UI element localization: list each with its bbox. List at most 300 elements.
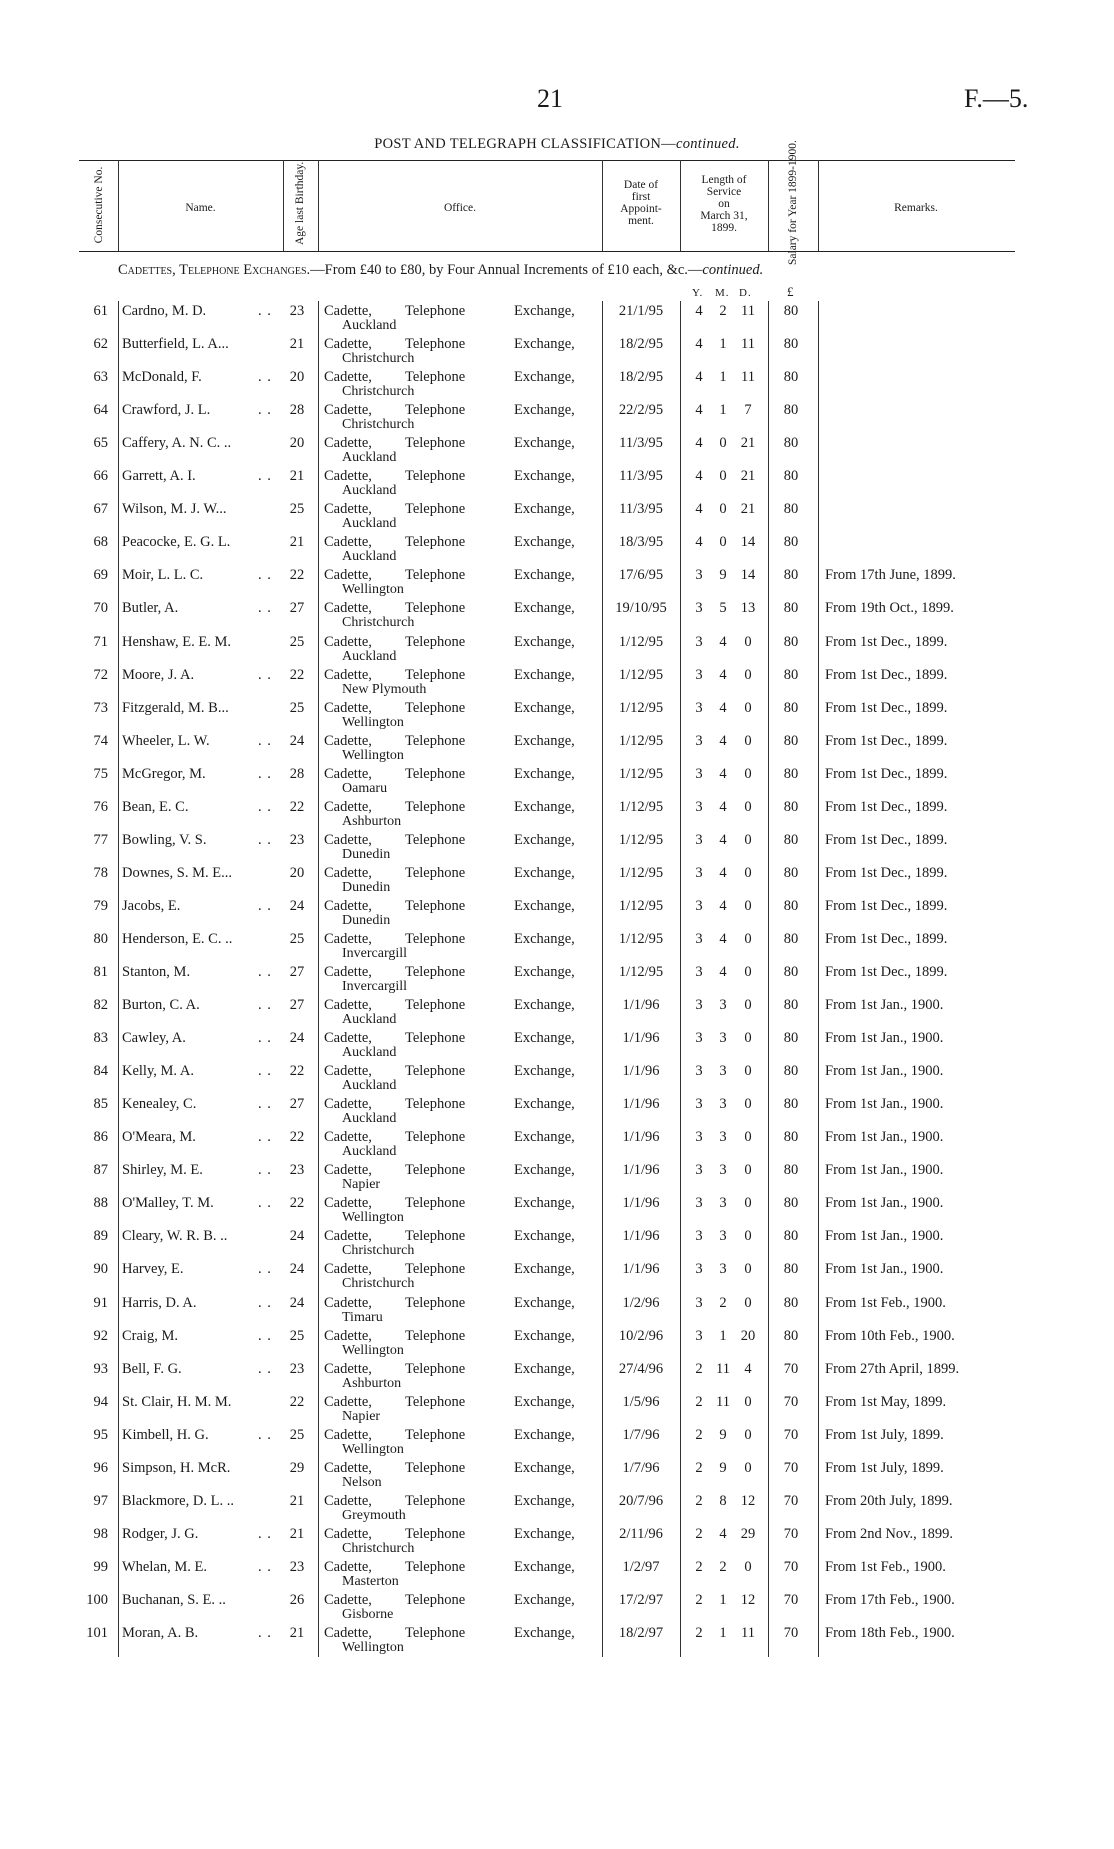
salary: 80 xyxy=(783,798,799,815)
employee-name: Cleary, W. R. B. .. xyxy=(122,1228,228,1245)
service-years: 3 xyxy=(695,1129,703,1146)
office-word: Exchange, xyxy=(514,1129,575,1146)
unit-months: M. xyxy=(715,287,730,299)
remarks: From 1st Dec., 1899. xyxy=(825,964,948,980)
service-months: 3 xyxy=(719,1195,727,1212)
office-word: Telephone xyxy=(405,501,466,518)
employee-name: Simpson, H. McR. xyxy=(122,1459,231,1476)
service-days: 21 xyxy=(740,435,756,452)
table-row xyxy=(0,1592,1114,1625)
leader-dots: . . xyxy=(258,303,272,319)
salary: 70 xyxy=(783,1591,799,1608)
row-number: 62 xyxy=(93,336,108,353)
remarks: From 1st Dec., 1899. xyxy=(825,897,948,914)
service-days: 0 xyxy=(744,1096,752,1113)
employee-name: Wilson, M. J. W... xyxy=(122,501,227,518)
office-word: Exchange, xyxy=(514,831,575,848)
office-location: Gisborne xyxy=(342,1606,394,1622)
office-word: Telephone xyxy=(405,1261,466,1278)
employee-name: Cardno, M. D. xyxy=(122,303,207,319)
office-word: Cadette, xyxy=(324,1625,372,1641)
remarks: From 1st Dec., 1899. xyxy=(825,732,948,749)
salary: 80 xyxy=(783,1261,799,1278)
office-word: Cadette, xyxy=(324,1261,372,1278)
table-row xyxy=(0,1129,1114,1162)
appointment-date: 1/1/96 xyxy=(622,1063,660,1080)
leader-dots: . . xyxy=(258,1195,272,1212)
service-years: 4 xyxy=(695,303,703,319)
office-location: Auckland xyxy=(342,516,397,532)
remarks: From 1st Jan., 1900. xyxy=(825,1195,944,1212)
office-word: Telephone xyxy=(405,1195,466,1212)
office-location: Wellington xyxy=(342,747,404,763)
section-heading xyxy=(118,262,763,279)
age: 23 xyxy=(289,1360,305,1377)
salary: 80 xyxy=(783,600,799,617)
remarks: From 1st Dec., 1899. xyxy=(825,930,948,947)
office-word: Telephone xyxy=(405,468,466,485)
office-word: Exchange, xyxy=(514,1195,575,1212)
service-years: 4 xyxy=(695,534,703,551)
leader-dots: . . xyxy=(258,1162,272,1179)
office-word: Cadette, xyxy=(324,1030,372,1047)
table-row xyxy=(0,1625,1114,1658)
office-location: Auckland xyxy=(342,648,397,664)
leader-dots: . . xyxy=(258,666,272,683)
service-months: 4 xyxy=(719,798,727,815)
office-location: Dunedin xyxy=(342,846,391,862)
office-word: Cadette, xyxy=(324,1459,372,1476)
office-word: Telephone xyxy=(405,1459,466,1476)
office-location: Wellington xyxy=(342,714,404,730)
office-word: Cadette, xyxy=(324,1063,372,1080)
office-word: Cadette, xyxy=(324,303,372,319)
header-date-line: Appoint- xyxy=(620,203,662,215)
service-years: 2 xyxy=(695,1426,703,1443)
table-row xyxy=(0,799,1114,832)
office-word: Exchange, xyxy=(514,1030,575,1047)
salary: 70 xyxy=(783,1459,799,1476)
service-days: 0 xyxy=(744,1030,752,1047)
service-months: 4 xyxy=(719,765,727,782)
office-word: Exchange, xyxy=(514,534,575,551)
table-row xyxy=(0,369,1114,402)
age: 21 xyxy=(289,1492,305,1509)
office-location: Wellington xyxy=(342,1640,404,1655)
service-days: 0 xyxy=(744,1228,752,1245)
table-row xyxy=(0,1295,1114,1328)
remarks: From 1st July, 1899. xyxy=(825,1459,944,1476)
service-days: 29 xyxy=(740,1525,756,1542)
employee-name: O'Meara, M. xyxy=(122,1129,196,1146)
office-word: Cadette, xyxy=(324,964,372,980)
service-years: 3 xyxy=(695,600,703,617)
header-age: Age last Birthday. xyxy=(294,161,306,245)
office-location: Christchurch xyxy=(342,351,415,367)
age: 22 xyxy=(289,1393,305,1410)
appointment-date: 1/7/96 xyxy=(622,1459,660,1476)
employee-name: Crawford, J. L. xyxy=(122,402,211,419)
age: 20 xyxy=(289,435,305,452)
table-row xyxy=(0,567,1114,600)
leader-dots: . . xyxy=(258,1625,272,1641)
office-word: Telephone xyxy=(405,534,466,551)
office-word: Telephone xyxy=(405,1426,466,1443)
table-row xyxy=(0,1261,1114,1294)
office-location: Timaru xyxy=(342,1309,383,1325)
employee-name: Kelly, M. A. xyxy=(122,1063,194,1080)
office-word: Cadette, xyxy=(324,468,372,485)
appointment-date: 1/2/97 xyxy=(622,1558,660,1575)
appointment-date: 1/12/95 xyxy=(618,732,664,749)
leader-dots: . . xyxy=(258,997,272,1014)
table-row xyxy=(0,964,1114,997)
service-days: 4 xyxy=(744,1360,752,1377)
office-location: Auckland xyxy=(342,450,397,466)
row-number: 93 xyxy=(93,1360,108,1377)
service-days: 0 xyxy=(744,1162,752,1179)
appointment-date: 1/12/95 xyxy=(618,798,664,815)
service-years: 2 xyxy=(695,1492,703,1509)
row-number: 94 xyxy=(93,1393,108,1410)
appointment-date: 17/6/95 xyxy=(618,567,664,584)
table-row xyxy=(0,1493,1114,1526)
office-word: Cadette, xyxy=(324,1360,372,1377)
office-word: Telephone xyxy=(405,402,466,419)
office-location: Auckland xyxy=(342,549,397,565)
service-days: 0 xyxy=(744,1558,752,1575)
office-word: Telephone xyxy=(405,930,466,947)
age: 24 xyxy=(289,1294,305,1311)
appointment-date: 1/7/96 xyxy=(622,1426,660,1443)
office-word: Cadette, xyxy=(324,831,372,848)
age: 25 xyxy=(289,699,305,716)
service-days: 14 xyxy=(740,534,756,551)
table-row xyxy=(0,634,1114,667)
office-word: Exchange, xyxy=(514,1096,575,1113)
office-word: Telephone xyxy=(405,831,466,848)
employee-name: Kimbell, H. G. xyxy=(122,1426,209,1443)
service-days: 0 xyxy=(744,633,752,650)
salary: 80 xyxy=(783,435,799,452)
table-row xyxy=(0,865,1114,898)
appointment-date: 1/12/95 xyxy=(618,666,664,683)
appointment-date: 1/2/96 xyxy=(622,1294,660,1311)
employee-name: Stanton, M. xyxy=(122,964,191,980)
service-days: 0 xyxy=(744,1195,752,1212)
office-location: Christchurch xyxy=(342,384,415,400)
salary: 80 xyxy=(783,765,799,782)
remarks: From 20th July, 1899. xyxy=(825,1492,953,1509)
remarks: From 1st Jan., 1900. xyxy=(825,1063,944,1080)
remarks: From 1st Dec., 1899. xyxy=(825,666,948,683)
row-number: 99 xyxy=(93,1558,108,1575)
service-years: 4 xyxy=(695,369,703,386)
age: 20 xyxy=(289,369,305,386)
appointment-date: 1/1/96 xyxy=(622,1228,660,1245)
row-number: 85 xyxy=(93,1096,108,1113)
age: 27 xyxy=(289,997,305,1014)
office-location: Auckland xyxy=(342,1012,397,1028)
office-word: Exchange, xyxy=(514,1492,575,1509)
service-days: 0 xyxy=(744,1294,752,1311)
office-word: Cadette, xyxy=(324,666,372,683)
header-date-line: Date of xyxy=(623,179,659,191)
remarks: From 1st Dec., 1899. xyxy=(825,798,948,815)
office-word: Telephone xyxy=(405,1228,466,1245)
employee-name: Shirley, M. E. xyxy=(122,1162,203,1179)
age: 23 xyxy=(289,303,305,319)
service-years: 3 xyxy=(695,1030,703,1047)
leader-dots: . . xyxy=(258,1129,272,1146)
office-word: Telephone xyxy=(405,1096,466,1113)
office-location: Greymouth xyxy=(342,1507,406,1523)
table-row xyxy=(0,336,1114,369)
office-word: Exchange, xyxy=(514,633,575,650)
salary: 80 xyxy=(783,501,799,518)
age: 24 xyxy=(289,897,305,914)
office-location: Wellington xyxy=(342,1342,404,1358)
row-number: 63 xyxy=(93,369,108,386)
office-word: Cadette, xyxy=(324,633,372,650)
age: 21 xyxy=(289,1525,305,1542)
service-days: 0 xyxy=(744,666,752,683)
office-location: Napier xyxy=(342,1177,381,1193)
row-number: 88 xyxy=(93,1195,108,1212)
office-location: Christchurch xyxy=(342,1540,415,1556)
employee-name: O'Malley, T. M. xyxy=(122,1195,214,1212)
office-location: Dunedin xyxy=(342,912,391,928)
service-years: 3 xyxy=(695,897,703,914)
service-years: 3 xyxy=(695,1195,703,1212)
service-years: 2 xyxy=(695,1459,703,1476)
table-row xyxy=(0,1427,1114,1460)
appointment-date: 21/1/95 xyxy=(618,303,664,319)
office-word: Cadette, xyxy=(324,1327,372,1344)
service-years: 4 xyxy=(695,402,703,419)
salary: 80 xyxy=(783,1063,799,1080)
appointment-date: 18/2/97 xyxy=(618,1625,664,1641)
age: 26 xyxy=(289,1591,305,1608)
table-row xyxy=(0,1526,1114,1559)
age: 29 xyxy=(289,1459,305,1476)
office-location: Napier xyxy=(342,1408,381,1424)
office-word: Exchange, xyxy=(514,1625,575,1641)
salary: 70 xyxy=(783,1492,799,1509)
age: 24 xyxy=(289,1228,305,1245)
age: 27 xyxy=(289,1096,305,1113)
table-row xyxy=(0,402,1114,435)
header-divider xyxy=(768,160,769,251)
remarks: From 1st Jan., 1900. xyxy=(825,1162,944,1179)
remarks: From 1st Dec., 1899. xyxy=(825,699,948,716)
document-reference: F.—5. xyxy=(964,84,1029,113)
appointment-date: 1/12/95 xyxy=(618,765,664,782)
salary: 80 xyxy=(783,1162,799,1179)
unit-pound: £ xyxy=(787,284,795,299)
remarks: From 1st Jan., 1900. xyxy=(825,1096,944,1113)
office-location: Wellington xyxy=(342,1441,404,1457)
employee-name: Downes, S. M. E... xyxy=(122,864,232,881)
row-number: 89 xyxy=(93,1228,108,1245)
office-word: Exchange, xyxy=(514,1063,575,1080)
salary: 80 xyxy=(783,369,799,386)
appointment-date: 11/3/95 xyxy=(619,501,663,518)
row-number: 91 xyxy=(93,1294,108,1311)
remarks: From 18th Feb., 1900. xyxy=(825,1625,955,1641)
service-months: 2 xyxy=(719,1294,727,1311)
office-word: Cadette, xyxy=(324,997,372,1014)
remarks: From 1st May, 1899. xyxy=(825,1393,947,1410)
office-word: Telephone xyxy=(405,666,466,683)
office-word: Telephone xyxy=(405,997,466,1014)
office-word: Cadette, xyxy=(324,567,372,584)
header-salary: Salary for Year 1899-1900. xyxy=(787,140,799,265)
table-row xyxy=(0,501,1114,534)
age: 25 xyxy=(289,1327,305,1344)
office-word: Telephone xyxy=(405,1162,466,1179)
service-years: 4 xyxy=(695,435,703,452)
table-row xyxy=(0,534,1114,567)
service-days: 0 xyxy=(744,997,752,1014)
row-number: 97 xyxy=(93,1492,108,1509)
office-word: Exchange, xyxy=(514,798,575,815)
employee-name: Peacocke, E. G. L. xyxy=(122,534,231,551)
office-location: Christchurch xyxy=(342,1276,415,1292)
office-word: Cadette, xyxy=(324,1492,372,1509)
salary: 80 xyxy=(783,402,799,419)
appointment-date: 1/12/95 xyxy=(618,964,664,980)
leader-dots: . . xyxy=(258,1426,272,1443)
leader-dots: . . xyxy=(258,1030,272,1047)
age: 22 xyxy=(289,1063,305,1080)
service-days: 11 xyxy=(741,303,755,319)
unit-years: Y. xyxy=(692,287,704,299)
office-word: Exchange, xyxy=(514,1228,575,1245)
service-months: 4 xyxy=(719,666,727,683)
age: 20 xyxy=(289,864,305,881)
employee-name: St. Clair, H. M. M. xyxy=(122,1393,232,1410)
office-location: Auckland xyxy=(342,1144,397,1160)
office-word: Cadette, xyxy=(324,1525,372,1542)
office-word: Exchange, xyxy=(514,930,575,947)
leader-dots: . . xyxy=(258,600,272,617)
appointment-date: 20/7/96 xyxy=(618,1492,664,1509)
salary: 80 xyxy=(783,336,799,353)
table-row xyxy=(0,700,1114,733)
office-word: Cadette, xyxy=(324,1228,372,1245)
table-row xyxy=(0,1063,1114,1096)
salary: 70 xyxy=(783,1426,799,1443)
appointment-date: 11/3/95 xyxy=(619,435,663,452)
salary: 80 xyxy=(783,1030,799,1047)
service-months: 2 xyxy=(719,1558,727,1575)
service-days: 7 xyxy=(744,402,752,419)
age: 21 xyxy=(289,1625,305,1641)
service-months: 3 xyxy=(719,1162,727,1179)
office-word: Cadette, xyxy=(324,1591,372,1608)
office-word: Telephone xyxy=(405,1360,466,1377)
age: 21 xyxy=(289,534,305,551)
header-date-of-appointment xyxy=(602,179,680,227)
employee-name: Rodger, J. G. xyxy=(122,1525,199,1542)
salary: 70 xyxy=(783,1558,799,1575)
row-number: 77 xyxy=(93,831,108,848)
age: 24 xyxy=(289,1261,305,1278)
office-word: Cadette, xyxy=(324,1558,372,1575)
office-word: Exchange, xyxy=(514,1294,575,1311)
office-word: Telephone xyxy=(405,633,466,650)
salary: 80 xyxy=(783,1195,799,1212)
table-row xyxy=(0,1328,1114,1361)
row-number: 87 xyxy=(93,1162,108,1179)
table-row xyxy=(0,1195,1114,1228)
appointment-date: 19/10/95 xyxy=(615,600,667,617)
service-days: 11 xyxy=(741,1625,755,1641)
row-number: 71 xyxy=(93,633,108,650)
office-word: Cadette, xyxy=(324,732,372,749)
row-number: 73 xyxy=(93,699,108,716)
appointment-date: 1/1/96 xyxy=(622,1030,660,1047)
office-word: Cadette, xyxy=(324,1426,372,1443)
age: 24 xyxy=(289,732,305,749)
office-word: Exchange, xyxy=(514,1591,575,1608)
service-months: 9 xyxy=(719,567,727,584)
title-main: POST AND TELEGRAPH CLASSIFICATION— xyxy=(374,136,676,152)
office-location: Christchurch xyxy=(342,417,415,433)
age: 21 xyxy=(289,336,305,353)
unit-days: D. xyxy=(739,287,752,299)
office-word: Exchange, xyxy=(514,435,575,452)
office-word: Telephone xyxy=(405,1129,466,1146)
leader-dots: . . xyxy=(258,402,272,419)
office-word: Telephone xyxy=(405,1294,466,1311)
employee-name: Buchanan, S. E. .. xyxy=(122,1591,226,1608)
office-word: Telephone xyxy=(405,699,466,716)
office-word: Telephone xyxy=(405,567,466,584)
remarks: From 1st Jan., 1900. xyxy=(825,1261,944,1278)
office-word: Cadette, xyxy=(324,1393,372,1410)
office-word: Telephone xyxy=(405,1063,466,1080)
salary: 80 xyxy=(783,1129,799,1146)
employee-name: Craig, M. xyxy=(122,1327,178,1344)
service-years: 3 xyxy=(695,666,703,683)
leader-dots: . . xyxy=(258,831,272,848)
header-top-rule xyxy=(79,160,1015,161)
age: 23 xyxy=(289,1558,305,1575)
service-days: 0 xyxy=(744,831,752,848)
office-location: Invercargill xyxy=(342,979,408,994)
service-months: 4 xyxy=(719,897,727,914)
office-word: Exchange, xyxy=(514,666,575,683)
salary: 80 xyxy=(783,831,799,848)
row-number: 96 xyxy=(93,1459,108,1476)
salary: 80 xyxy=(783,964,799,980)
service-months: 11 xyxy=(716,1360,730,1377)
office-word: Telephone xyxy=(405,1591,466,1608)
service-months: 2 xyxy=(719,303,727,319)
remarks: From 1st Jan., 1900. xyxy=(825,1129,944,1146)
employee-name: Bean, E. C. xyxy=(122,798,189,815)
header-service-line: 1899. xyxy=(711,222,737,234)
office-word: Telephone xyxy=(405,765,466,782)
office-location: Masterton xyxy=(342,1573,399,1589)
table-row xyxy=(0,667,1114,700)
service-days: 0 xyxy=(744,930,752,947)
row-number: 95 xyxy=(93,1426,108,1443)
employee-name: Garrett, A. I. xyxy=(122,468,196,485)
table-row xyxy=(0,1162,1114,1195)
